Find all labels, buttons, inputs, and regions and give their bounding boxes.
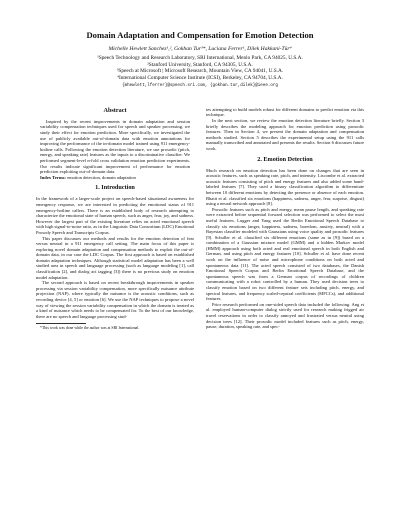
intro-heading: 1. Introduction [95, 184, 135, 192]
two-column-body [36, 107, 364, 332]
emotion-paragraph: Much research on emotion detection has been done on changes that are seen in acoustic features, such as speaking rate, pitch, and intensity. Liscombe et al. extracted acoustic features consisting of pitch and energy features and also added some hand-labeled features [7]. They used a binary classification algorithm to differentiate between 10 different emotions by detecting the presence or absence of each emotion. Bhatti et al. classified six emotions (happiness, sadness, anger, fear, surprise, disgust) using a neural network approach [8]. [206, 167, 364, 207]
abstract-text: Inspired by the recent improvements in domain adaptation and session variability compensation techniques used for speech and speaker processing, we study their effect for emotion prediction. More specifically, we investigated the use of publicly available out-of-domain data with emotion annotations for improving the performance of the in-domain model trained using 911 emergency-hotline calls. Following the emotion detection literature, we use prosodic (pitch, energy, and speaking rate) features as the inputs to a discriminative classifier. We performed segment-level n-fold cross validation emotion prediction experiments. Our results indicate significant improvement of performance for emotion prediction exploiting out-of-domain data. [40, 118, 190, 175]
emotion-paragraph: Prior research performed on one-sided speech data included the following. Ang et al. employed human-computer dialog strictly used for research making frigged air travel reservations in order to classify annoyed and frustrated versus neutral using decision trees [12]. Their prosodic model included features such as pitch, energy, pause, duration, speaking rate, and spec- [206, 301, 364, 330]
author-emails: {mhewlett,lferrer}@speech.sri.com, {gokhan.tur,dilek}@ieee.org [122, 83, 278, 88]
affiliation-1: ¹Speech Technology and Research Laboratory, SRI International, Menlo Park, CA 94025, U.S.A. [97, 55, 303, 61]
index-terms-label: Index Terms: [40, 174, 66, 180]
abstract-heading: Abstract [103, 106, 127, 114]
right-column [206, 107, 364, 332]
footnote-divider [36, 323, 86, 324]
footnote: *This work was done while the author was at SRI International. [40, 326, 140, 331]
intro-paragraph: The second approach is based on recent breakthrough improvements in speaker processing via session variability compensation, more specifically nuisance attribute projection (NAP), where typically the nuisance is the acoustic conditions, such as recording device [4, 5] or emotion [6]. We use the NAP techniques to propose a novel way of viewing the session variability compensation in which the domain is treated as a kind of nuisance which needs to be compensated for. To the best of our knowledge, there are no speech and language processing stud- [36, 280, 194, 319]
intro-paragraph: In the next section, we review the emotion detection literature briefly. Section 3 briefly describes the modeling approach for emotion prediction using prosodic features. Then in Section 4, we present the domain adaptation and compensation methods studied. Section 5 describes the experimental setup using the 911 calls manually transcribed and annotated and presents the results. Section 6 discusses future work. [206, 118, 364, 151]
emotion-paragraph: Prosodic features such as pitch and energy, mean pause length, and speaking rate were extracted before sequential forward selection was performed to select the most useful features. Lugger and Yang used the Berlin Emotional Speech Database to classify six emotions (anger, happiness, sadness, boredom, anxiety, neutral) with a Bayesian classifier modeled with Gaussians using voice quality and prosodic features [9]. Schuller et al. classified six different emotions (same as in [9]) based on a combination of a Gaussian mixture model (GMM) and a hidden Markov model (HMM) approach using both acted and real emotional speech in both English and German, and using pitch and energy features [10]. Schuller et al. have done recent work on the influence of noise and microphone conditions on both acted and spontaneous data [11]. The acted speech consisted of two databases, the Danish Emotional Speech Corpus and Berlin Emotional Speech Database, and the spontaneous speech was from a German corpus of recordings of children communicating with a robot controlled by a human. They used decision trees to classify emotion based on two different feature sets including pitch, energy, and spectral features, and frequency scaled-cepstral coefficients (MFCCs), and additional features. [206, 206, 364, 302]
intro-paragraph: This paper discusses our methods and results for the emotion detection of fear versus neutral in a 911 emergency call setting. The main focus of this paper is exploring novel domain adaptation and compensation methods to exploit the out-of-domain data, in our case the LDC Corpus. The first approach is based on established domain adaptation techniques. Although statistical model adaptation has been a well studied area in speech and language processing (such as language modeling [1], call classification [2], and dialog act tagging [3]) there is no previous study on emotion model adaptation. [36, 235, 194, 280]
index-terms [36, 175, 194, 181]
affiliation-4: ⁴International Computer Science Institute (ICSI), Berkeley, CA 94704, U.S.A. [117, 75, 283, 82]
abstract-section [36, 119, 194, 181]
paper-title: Domain Adaptation and Compensation for Emotion Detection [86, 30, 314, 40]
intro-paragraph: In the framework of a larger-scale project on speech-based situational awareness for emergency response, we are interested in predicting the emotional status of 911 emergency-hotline callers. There is an established body of research attempting to characterize the emotional state of human speech, such as anger, fear, joy, and sadness. However the largest part of the existing literature relies on acted emotional speech with high signal-to-noise ratio, as in the Linguistic Data Consortium (LDC) Emotional Prosody Speech and Transcripts Corpus. [36, 196, 194, 235]
affiliation-3: ³Speech at Microsoft | Microsoft Research, Mountain View, CA 94041, U.S.A. [116, 68, 284, 75]
emotion-detection-heading: 2. Emotion Detection [257, 155, 313, 163]
author-list: Michelle Hewlett Sanchez¹,², Gokhan Tur³*, Luciana Ferrer¹, Dilek Hakkani-Tür⁴ [108, 46, 292, 52]
left-column [36, 107, 194, 332]
index-terms-value: emotion detection, domain adaptation [67, 174, 136, 180]
affiliation-2: ²Stanford University, Stanford, CA 94305, U.S.A. [147, 61, 253, 68]
intro-continuation: ies attempting to build models robust for different domains to predict emotion via this technique. [206, 106, 364, 118]
